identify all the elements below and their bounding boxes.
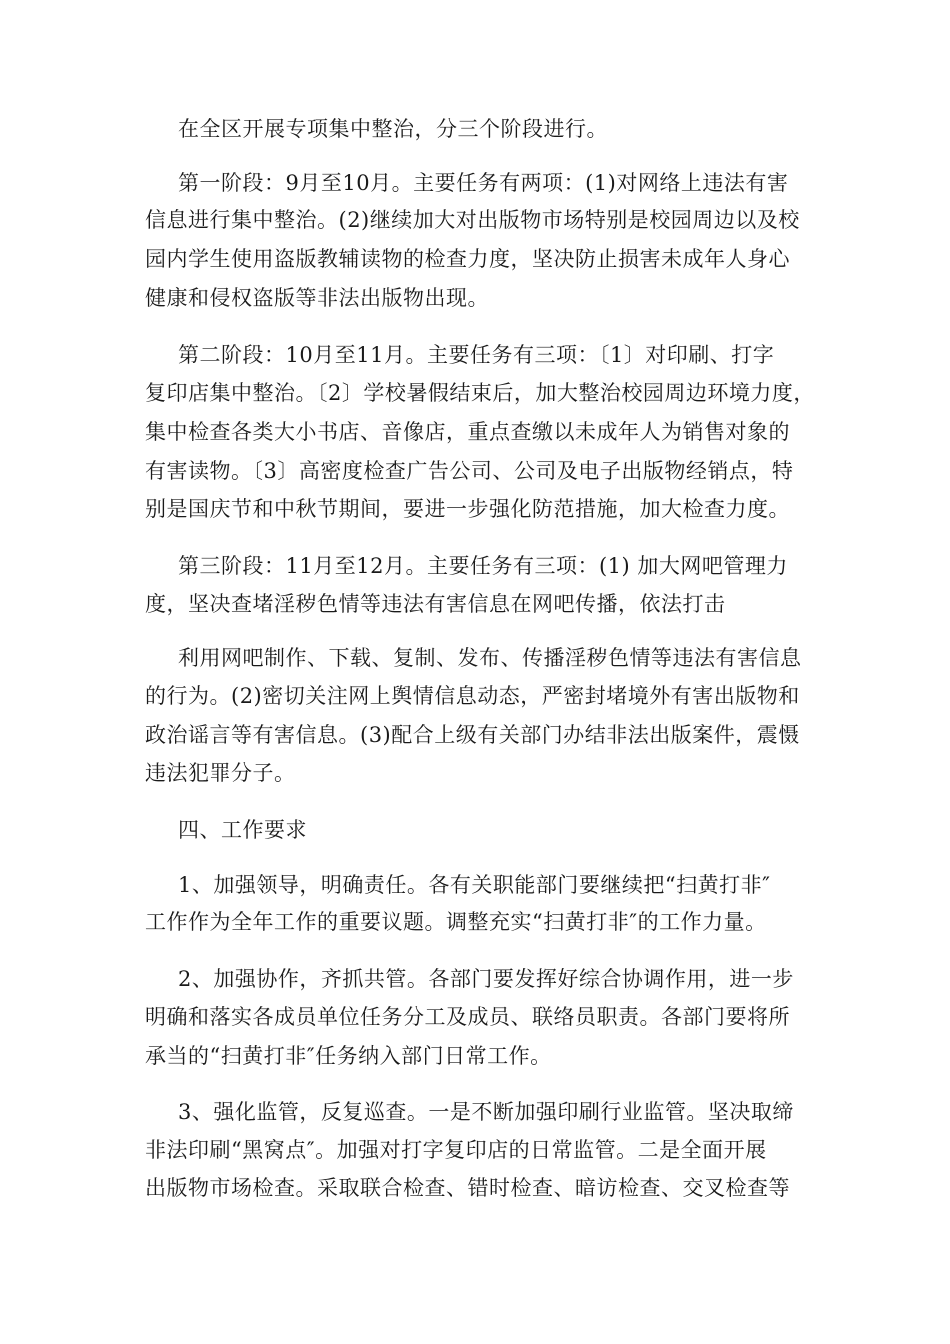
- text-line: 有害读物。〔3〕高密度检查广告公司、公司及电子出版物经销点，特: [145, 459, 794, 483]
- text-line: 工作作为全年工作的重要议题。调整充实“扫黄打非″的工作力量。: [145, 910, 767, 934]
- text-line: 利用网吧制作、下载、复制、发布、传播淫秽色情等违法有害信息: [178, 646, 802, 670]
- text-line: 明确和落实各成员单位任务分工及成员、联络员职责。各部门要将所: [145, 1005, 790, 1029]
- text-line: 在全区开展专项集中整治，分三个阶段进行。: [178, 117, 608, 141]
- text-line: 健康和侵权盗版等非法出版物出现。: [145, 286, 489, 310]
- text-line: 3、强化监管，反复巡查。一是不断加强印刷行业监管。坚决取缔: [178, 1100, 794, 1124]
- text-line: 信息进行集中整治。(2)继续加大对出版物市场特别是校园周边以及校: [145, 208, 800, 232]
- text-line: 别是国庆节和中秋节期间，要进一步强化防范措施，加大检查力度。: [145, 497, 790, 521]
- text-line: 第三阶段：11月至12月。主要任务有三项：(1) 加大网吧管理力: [178, 554, 788, 578]
- section-heading: 四、工作要求: [178, 818, 307, 842]
- text-line: 1、加强领导，明确责任。各有关职能部门要继续把“扫黄打非″: [178, 873, 771, 897]
- text-line: 承当的“扫黄打非″任务纳入部门日常工作。: [145, 1044, 552, 1068]
- text-line: 违法犯罪分子。: [145, 761, 296, 785]
- text-line: 集中检查各类大小书店、音像店，重点查缴以未成年人为销售对象的: [145, 420, 790, 444]
- text-line: 出版物市场检查。采取联合检查、错时检查、暗访检查、交叉检查等: [145, 1176, 790, 1200]
- text-line: 2、加强协作，齐抓共管。各部门要发挥好综合协调作用，进一步: [178, 967, 794, 991]
- text-line: 第二阶段：10月至11月。主要任务有三项：〔1〕对印刷、打字: [178, 343, 775, 367]
- text-line: 政治谣言等有害信息。(3)配合上级有关部门办结非法出版案件，震慑: [145, 723, 800, 747]
- text-line: 度，坚决查堵淫秽色情等违法有害信息在网吧传播，依法打击: [145, 592, 726, 616]
- text-line: 园内学生使用盗版教辅读物的检查力度，坚决防止损害未成年人身心: [145, 247, 790, 271]
- text-line: 复印店集中整治。〔2〕学校暑假结束后，加大整治校园周边环境力度，: [145, 381, 815, 405]
- text-line: 第一阶段：9月至10月。主要任务有两项：(1)对网络上违法有害: [178, 171, 789, 195]
- text-line: 的行为。(2)密切关注网上舆情信息动态，严密封堵境外有害出版物和: [145, 684, 800, 708]
- text-line: 非法印刷“黑窝点″。加强对打字复印店的日常监管。二是全面开展: [145, 1138, 767, 1162]
